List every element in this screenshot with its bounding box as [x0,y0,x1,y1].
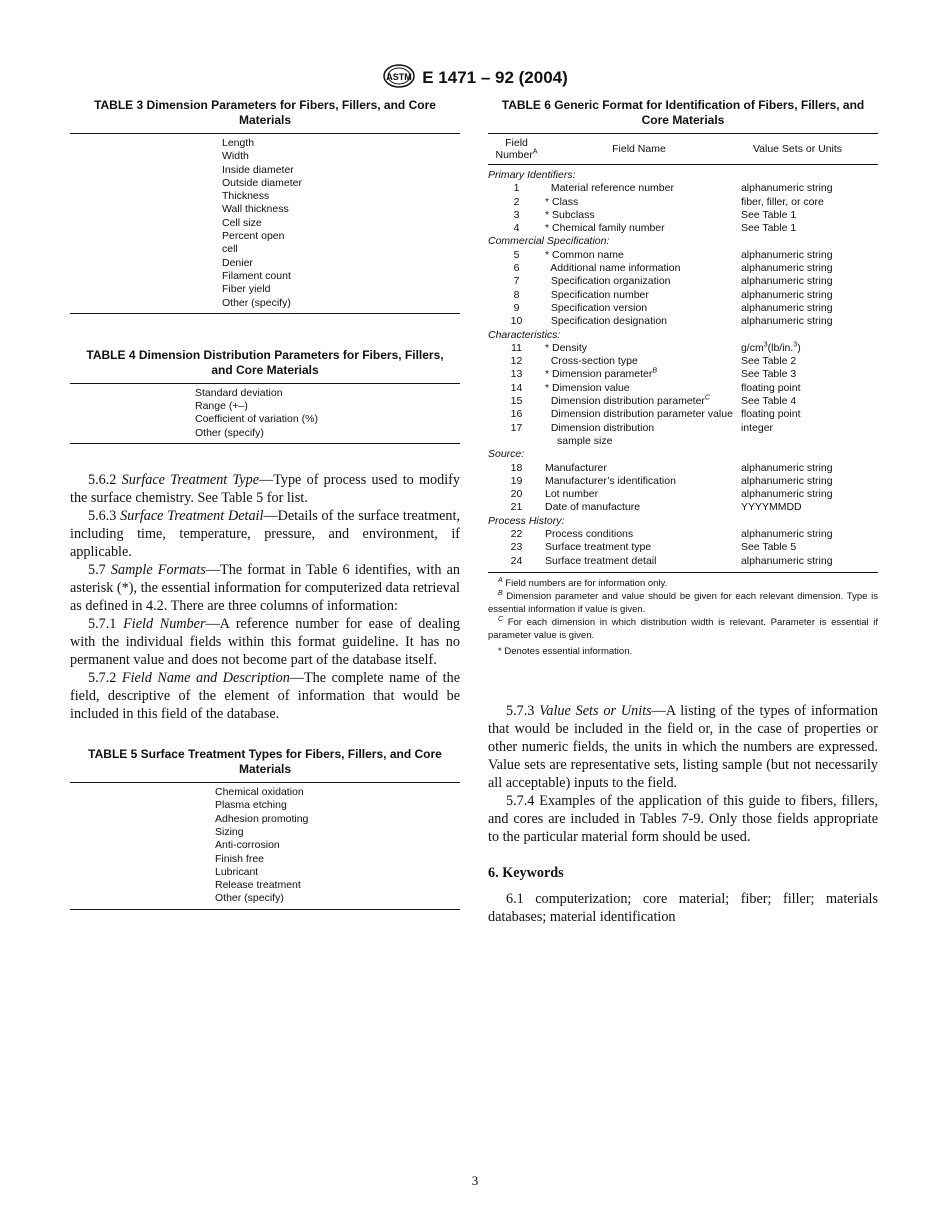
table-row [488,462,878,475]
paragraph-5-7-1: 5.7.1 Field Number—A reference number for ease of dealing with the individual fields within this format guideline. It has no permanent value and does not become part of the database itself. [70,616,461,669]
table4-list [70,384,460,443]
field-name: Surface treatment detail [545,554,657,567]
list-item: Cell size [222,216,262,229]
field-name: * Density [545,341,588,354]
section-label: Source: [488,448,525,461]
table-row [488,196,878,209]
field-name: Specification version [545,301,648,314]
table-row [488,501,878,514]
field-name: Additional name information [545,262,681,275]
field-number: 3 [513,208,520,221]
field-value: alphanumeric string [740,262,833,275]
table-row [488,289,878,302]
section-label: Commercial Specification: [488,235,610,248]
field-value: alphanumeric string [740,474,833,487]
field-number: 20 [510,488,523,501]
table-row [488,209,878,222]
list-item: Length [222,137,255,149]
section-label-row [488,329,878,342]
header-field-name: Field Name [612,143,666,155]
field-number: 4 [513,222,520,235]
table-row [488,342,878,355]
field-name: Dimension distribution sample size [545,421,655,447]
header-field-number: Field Number$^A$ [495,137,538,161]
field-value: alphanumeric string [740,275,833,288]
page-header [0,64,950,93]
document-designation: E 1471 – 92 (2004) [422,67,568,87]
table-row [488,382,878,395]
field-number: 6 [513,262,520,275]
field-value: alphanumeric string [740,301,833,314]
table-row [488,395,878,408]
left-column [70,98,460,910]
table-header-row [488,134,878,165]
table-row [488,262,878,275]
table-row [488,541,878,554]
field-value: alphanumeric string [740,461,833,474]
field-value: $g/cm^3(lb/in.^3)$ [740,341,801,354]
paragraph-5-7-2: 5.7.2 Field Name and Description—The complete name of the field, descriptive of the element of information that would be included in this field of the database. [70,670,461,723]
svg-text:ASTM: ASTM [386,72,412,82]
field-name: * Dimension value [545,381,630,394]
list-item: Coefficient of variation (%) [195,413,318,426]
field-number: 16 [510,408,523,421]
list-item: Other (specify) [222,296,291,309]
table-row [488,182,878,195]
table6-title: TABLE 6 Generic Format for Identification of Fibers, Fillers, and Core Materials [501,98,865,127]
table-row [488,222,878,235]
table-row [488,249,878,262]
field-value: floating point [740,408,801,421]
field-value: alphanumeric string [740,288,833,301]
section-label-row [488,169,878,182]
list-item: Plasma etching [215,799,287,812]
list-item: Anti-corrosion [215,839,280,852]
table6-footnotes [488,577,878,658]
field-name: * Dimension parameter$^B$ [545,367,658,381]
list-item: Thickness [222,190,270,203]
list-item: Other (specify) [195,426,264,439]
paragraph-5-6-3: 5.6.3 Surface Treatment Detail—Details of the surface treatment, including time, temperature, pressure, and environment, if applicable. [70,508,461,561]
table3-title: TABLE 3 Dimension Parameters for Fibers, Fillers, and Core Materials [94,98,436,127]
list-item: Other (specify) [215,892,284,905]
footnote-essential: * Denotes essential information. [498,645,633,657]
section-label-row [488,448,878,461]
field-name: Dimension distribution parameter$^C$ [545,394,710,408]
section-label-row [488,515,878,528]
table-row [488,302,878,315]
field-number: 7 [513,275,520,288]
body-text-left [70,471,460,723]
list-item: Fiber yield [222,283,271,296]
field-name: Specification organization [545,275,671,288]
field-value: See Table 4 [740,395,797,408]
field-number: 14 [510,381,523,394]
field-value: alphanumeric string [740,528,833,541]
footnote-b: $^B$ Dimension parameter and value should be given for each relevant dimension. Type is essential information if value is given. [488,589,878,615]
field-number: 10 [510,315,523,328]
field-value: alphanumeric string [740,554,833,567]
field-number: 22 [510,528,523,541]
field-name: Lot number [545,488,599,501]
paragraph-5-6-2: 5.6.2 Surface Treatment Type—Type of process used to modify the surface chemistry. See Table 5 for list. [70,472,460,507]
table-row [488,528,878,541]
field-value: See Table 1 [740,222,797,235]
field-name: Dimension distribution parameter value [545,408,733,421]
page-number: 3 [471,1173,479,1188]
list-item: Inside diameter [222,163,294,176]
field-value: integer [740,421,774,434]
field-name: Manufacturer’s identification [545,474,676,487]
field-number: 12 [510,355,523,368]
field-name: Specification designation [545,315,667,328]
field-name: Surface treatment type [545,541,652,554]
field-name: Cross-section type [545,355,638,368]
list-item: Release treatment [215,879,301,892]
table-row [488,555,878,568]
table-row [488,488,878,501]
field-value: alphanumeric string [740,248,833,261]
section-label: Process History: [488,514,565,527]
table5-title: TABLE 5 Surface Treatment Types for Fibers, Fillers, and Core Materials [88,747,442,777]
footnote-c: $^C$ For each dimension in which distribution width is relevant. Parameter is essential if parameter value is given. [488,615,878,641]
field-number: 1 [513,182,520,195]
list-item: Finish free [215,852,265,865]
field-name: * Chemical family number [545,222,665,235]
table5-list [70,783,460,909]
field-number: 24 [510,554,523,567]
field-number: 15 [510,395,523,408]
paragraph-6-1: 6.1 computerization; core material; fiber; filler; materials databases; material identification [488,891,878,925]
field-value: See Table 2 [740,355,797,368]
field-number: 9 [513,301,520,314]
paragraph-5-7: 5.7 Sample Formats—The format in Table 6 identifies, with an asterisk (*), the essential information for computerized data retrieval as defined in 4.2. There are three columns of information: [70,562,460,615]
right-column [488,98,878,925]
table-row [488,315,878,328]
field-number: 17 [510,421,523,434]
list-item: Denier [222,256,253,269]
astm-logo-icon [382,64,416,93]
field-number: 5 [513,248,520,261]
list-item: Chemical oxidation [215,786,304,799]
list-item: Lubricant [215,865,259,878]
list-item: Range (+–) [195,400,248,413]
footnote-a: $^A$ Field numbers are for information only. [498,576,668,589]
table-row [488,368,878,381]
field-value: fiber, filler, or core [740,195,824,208]
field-value: alphanumeric string [740,182,833,195]
field-value: alphanumeric string [740,488,833,501]
field-name: * Common name [545,248,624,261]
body-text-right [488,702,878,926]
field-name: Material reference number [545,182,674,195]
field-name: * Class [545,195,579,208]
section-label: Primary Identifiers: [488,169,576,181]
table6-body [488,169,878,572]
field-number: 2 [513,195,520,208]
field-value: YYYYMMDD [740,501,802,514]
field-number: 11 [511,341,522,354]
field-number: 23 [510,541,523,554]
paragraph-5-7-4: 5.7.4 Examples of the application of this guide to fibers, fillers, and cores are included in Tables 7-9. Only those fields appropriate to the particular material form should be used. [488,793,878,845]
field-number: 19 [510,474,523,487]
list-item: Sizing [215,825,244,838]
list-item: Standard deviation [195,386,283,399]
field-value: alphanumeric string [740,315,833,328]
list-item: cell [222,243,238,256]
field-name: Date of manufacture [545,501,641,514]
field-number: 8 [513,288,520,301]
field-value: See Table 3 [740,368,797,381]
list-item: Outside diameter [222,176,302,189]
list-item: Wall thickness [222,203,289,216]
field-value: See Table 1 [740,208,797,221]
field-name: * Subclass [545,208,595,221]
field-number: 21 [510,501,523,514]
table6 [488,134,878,572]
table4-title: TABLE 4 Dimension Distribution Parameters for Fibers, Fillers, and Core Materials [86,347,444,377]
section-label: Characteristics: [488,328,561,341]
list-item: Percent open [222,230,285,243]
field-value: floating point [740,381,801,394]
list-item: Filament count [222,269,291,282]
table-row [488,355,878,368]
field-number: 18 [510,461,523,474]
section-heading-keywords: 6. Keywords [488,865,564,881]
field-number: 13 [510,368,523,381]
field-name: Manufacturer [545,461,607,474]
table3-list [70,134,460,313]
section-label-row [488,235,878,248]
table-row [488,275,878,288]
table-row [488,475,878,488]
paragraph-5-7-3: 5.7.3 Value Sets or Units—A listing of the types of information that would be included in the field or, in the case of properties or other numeric fields, the units in which the numbers are expressed. Value sets are representative sets, listing sample (but not necessarily all acceptable) inputs to the field. [488,703,878,791]
table-row [488,408,878,421]
field-value: See Table 5 [740,541,797,554]
list-item: Width [222,150,249,163]
table-row [488,422,878,449]
field-name: Process conditions [545,528,634,541]
list-item: Adhesion promoting [215,812,309,825]
header-value-sets: Value Sets or Units [752,143,843,155]
field-name: Specification number [545,288,649,301]
